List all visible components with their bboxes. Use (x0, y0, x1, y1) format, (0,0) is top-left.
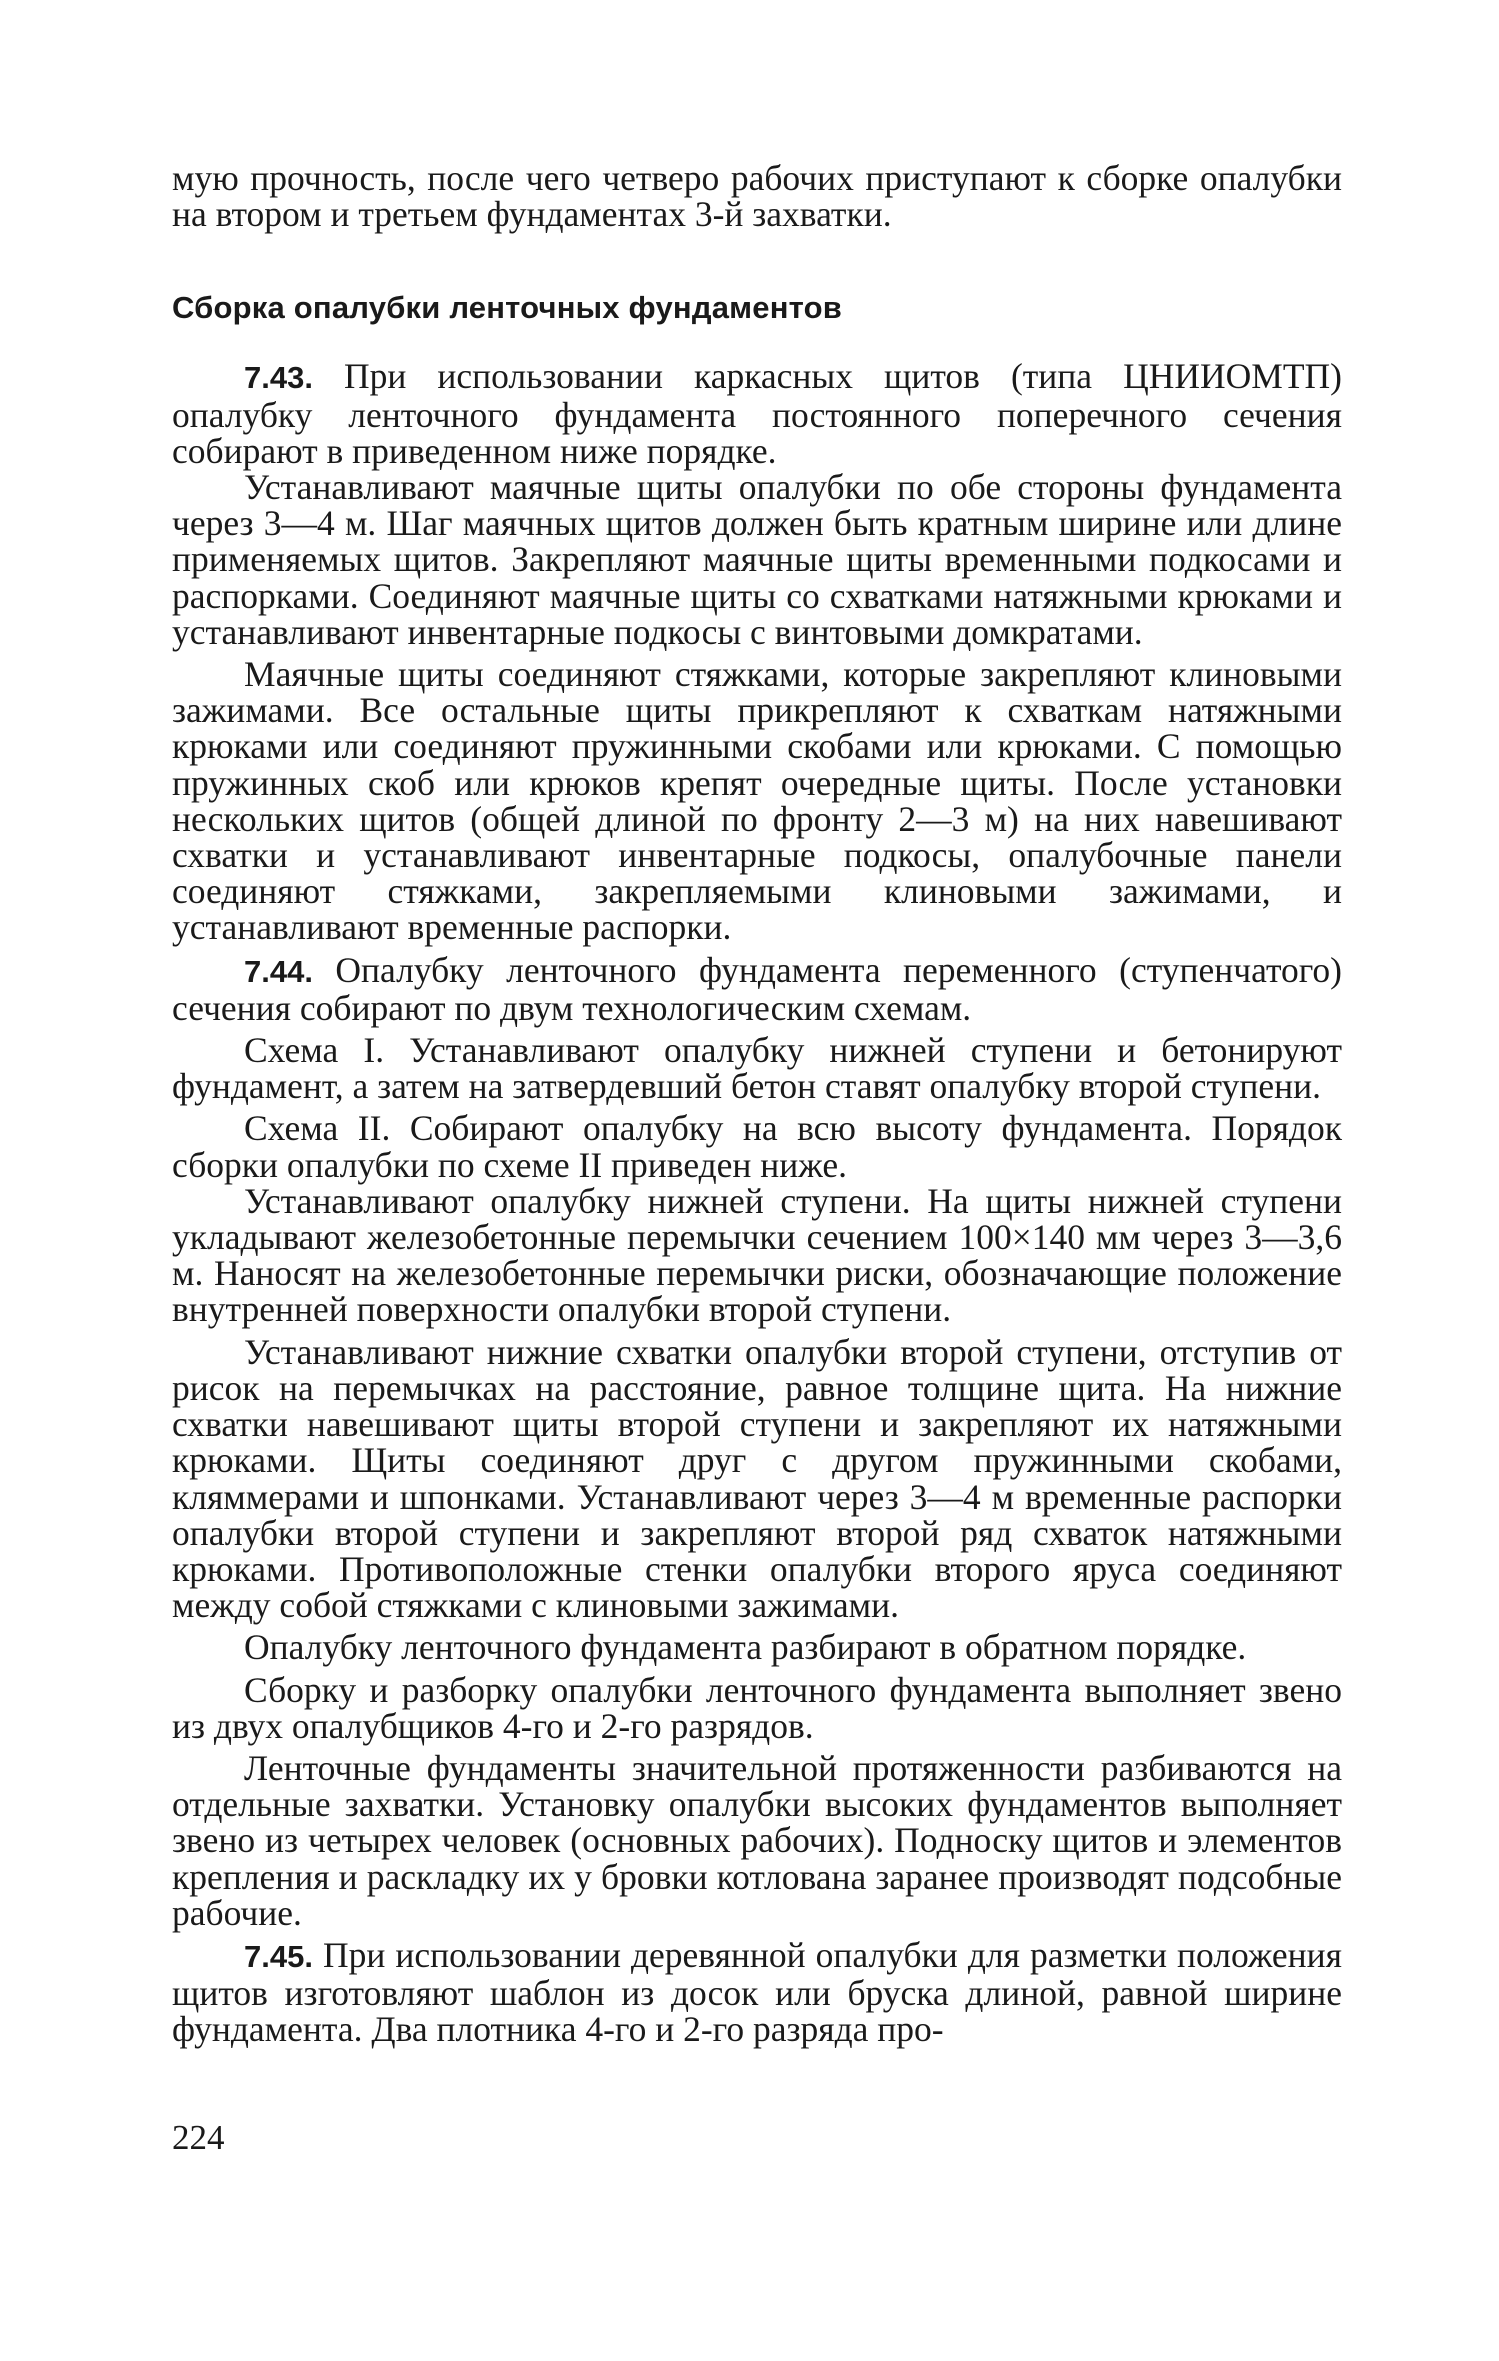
paragraph: Опалубку ленточного фундамента разбирают в обратном порядке. (244, 1627, 1247, 1668)
paragraph: Схема II. Собирают опалубку на всю высоту фундамента. Порядок сборки опалубки по схеме II приведен ниже. (172, 1108, 1342, 1185)
paragraph: Ленточные фундаменты значительной протяженности разбиваются на отдельные захватки. Установку опалубки высоких фундаментов выполняет звено из четырех человек (основных рабочих). Подноску щитов и элементов крепления и раскладку их у бровки котлована заранее производят подсобные рабочие. (172, 1747, 1342, 1933)
section-heading: Сборка опалубки ленточных фундаментов (172, 290, 843, 326)
page-number: 224 (172, 2118, 225, 2157)
page-body (172, 160, 1342, 2048)
paragraph-7-43 (172, 358, 1342, 469)
clause-text: Опалубку ленточного фундамента переменного (ступенчатого) сечения собирают по двум технологическим схемам. (172, 949, 1343, 1028)
paragraph: Маячные щиты соединяют стяжками, которые закрепляют клиновыми зажимами. Все остальные щиты прикрепляют к схваткам натяжными крюками или соединяют пружинными скобами или крюками. С помощью пружинных скоб или крюков крепят очередные щиты. После установки нескольких щитов (общей длиной по фронту 2—3 м) на них навешивают схватки и устанавливают инвентарные подкосы, опалубочные панели соединяют стяжками, закрепляемыми клиновыми зажимами, и устанавливают временные распорки. (172, 654, 1342, 948)
paragraph-7-44 (172, 949, 1343, 1028)
paragraph: Устанавливают маячные щиты опалубки по обе стороны фундамента через 3—4 м. Шаг маячных щитов должен быть кратным ширине или длине применяемых щитов. Закрепляют маячные щиты временными подкосами и распорками. Соединяют маячные щиты со схватками натяжными крюками и устанавливают инвентарные подкосы с винтовыми домкратами. (172, 467, 1342, 652)
paragraph-7-45 (172, 1934, 1342, 2050)
clause-text: При использовании деревянной опалубки для разметки положения щитов изготовляют шаблон из досок или бруска длиной, равной ширине фундамента. Два плотника 4-го и 2-го разряда про- (172, 1934, 1342, 2050)
paragraph: Устанавливают нижние схватки опалубки второй ступени, отступив от рисок на перемычках на расстояние, равное толщине щита. На нижние схватки навешивают щиты второй ступени и закрепляют их натяжными крюками. Щиты соединяют друг с другом пружинными скобами, кляммерами и шпонками. Устанавливают через 3—4 м временные распорки опалубки второй ступени и закрепляют второй ряд схваток натяжными крюками. Противоположные стенки опалубки второго яруса соединяют между собой стяжками с клиновыми зажимами. (172, 1331, 1342, 1626)
clause-number: 7.44. (244, 953, 313, 989)
paragraph: Устанавливают опалубку нижней ступени. На щиты нижней ступени укладывают железобетонные перемычки сечением 100×140 мм через 3—3,6 м. Наносят на железобетонные перемычки риски, обозначающие положение внутренней поверхности опалубки второй ступени. (172, 1180, 1342, 1330)
clause-text: При использовании каркасных щитов (типа ЦНИИОМТП) опалубку ленточного фундамента постоянного поперечного сечения собирают в приведенном ниже порядке. (172, 356, 1342, 471)
clause-number: 7.43. (244, 360, 313, 396)
paragraph-continuation: мую прочность, после чего четверо рабочих приступают к сборке опалубки на втором и третьем фундаментах 3-й захватки. (172, 158, 1342, 235)
paragraph: Сборку и разборку опалубки ленточного фундамента выполняет звено из двух опалубщиков 4-го и 2-го разрядов. (172, 1669, 1342, 1746)
paragraph: Схема I. Устанавливают опалубку нижней ступени и бетонируют фундамент, а затем на затвердевший бетон ставят опалубку второй ступени. (172, 1030, 1342, 1107)
clause-number: 7.45. (244, 1938, 313, 1974)
